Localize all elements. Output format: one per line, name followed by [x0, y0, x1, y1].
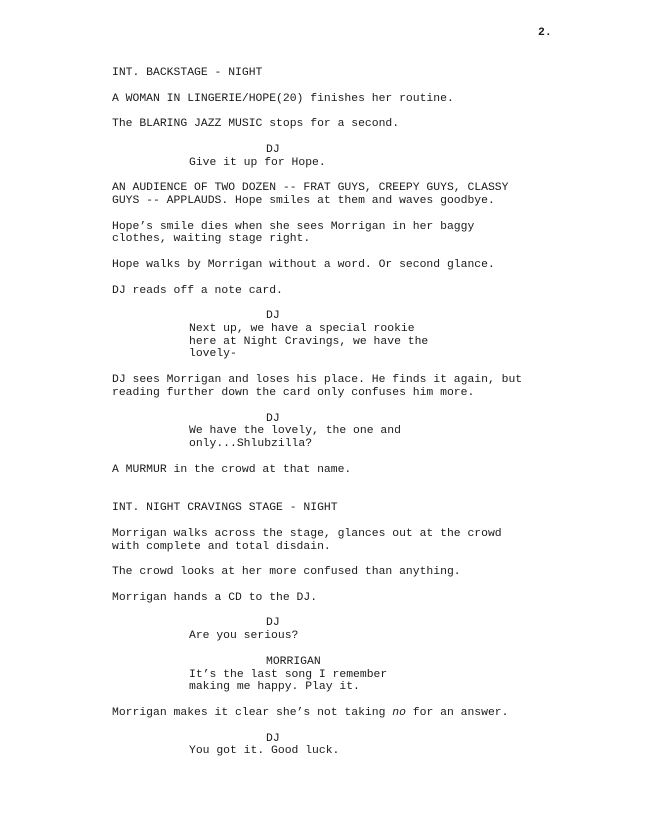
- character-name: DJ: [266, 733, 280, 745]
- dialogue-line: It’s the last song I remember: [189, 669, 388, 681]
- action-line: reading further down the card only confuses him more.: [112, 387, 475, 399]
- action-line: DJ reads off a note card.: [112, 285, 283, 297]
- scene-heading: INT. BACKSTAGE - NIGHT: [112, 67, 263, 79]
- action-line: clothes, waiting stage right.: [112, 233, 311, 245]
- action-line: GUYS -- APPLAUDS. Hope smiles at them and waves goodbye.: [112, 195, 495, 207]
- dialogue-line: only...Shlubzilla?: [189, 438, 313, 450]
- action-line: Morrigan walks across the stage, glances out at the crowd: [112, 528, 502, 540]
- action-text: Morrigan makes it clear she’s not taking: [112, 707, 393, 719]
- character-name: MORRIGAN: [266, 656, 321, 668]
- emphasis-text: no: [392, 707, 406, 719]
- dialogue-line: You got it. Good luck.: [189, 745, 340, 757]
- action-line: Morrigan hands a CD to the DJ.: [112, 592, 318, 604]
- action-text: for an answer.: [405, 707, 509, 719]
- scene-heading: INT. NIGHT CRAVINGS STAGE - NIGHT: [112, 502, 338, 514]
- character-name: DJ: [266, 413, 280, 425]
- action-line: A WOMAN IN LINGERIE/HOPE(20) finishes her routine.: [112, 93, 454, 105]
- dialogue-line: making me happy. Play it.: [189, 681, 360, 693]
- dialogue-line: here at Night Cravings, we have the: [189, 336, 429, 348]
- action-line: AN AUDIENCE OF TWO DOZEN -- FRAT GUYS, CREEPY GUYS, CLASSY: [112, 182, 509, 194]
- dialogue-line: lovely-: [189, 348, 237, 360]
- dialogue-line: Are you serious?: [189, 630, 299, 642]
- action-line: A MURMUR in the crowd at that name.: [112, 464, 352, 476]
- dialogue-line: We have the lovely, the one and: [189, 425, 401, 437]
- action-line: with complete and total disdain.: [112, 541, 331, 553]
- action-line: [112, 707, 508, 720]
- dialogue-line: Next up, we have a special rookie: [189, 323, 415, 335]
- action-line: The crowd looks at her more confused than anything.: [112, 566, 461, 578]
- dialogue-line: Give it up for Hope.: [189, 157, 326, 169]
- action-line: Hope’s smile dies when she sees Morrigan in her baggy: [112, 221, 475, 233]
- character-name: DJ: [266, 617, 280, 629]
- action-line: Hope walks by Morrigan without a word. Or second glance.: [112, 259, 495, 271]
- character-name: DJ: [266, 310, 280, 322]
- action-line: The BLARING JAZZ MUSIC stops for a second.: [112, 118, 400, 130]
- character-name: DJ: [266, 144, 280, 156]
- action-line: DJ sees Morrigan and loses his place. He finds it again, but: [112, 374, 523, 386]
- page-number: 2.: [538, 27, 552, 39]
